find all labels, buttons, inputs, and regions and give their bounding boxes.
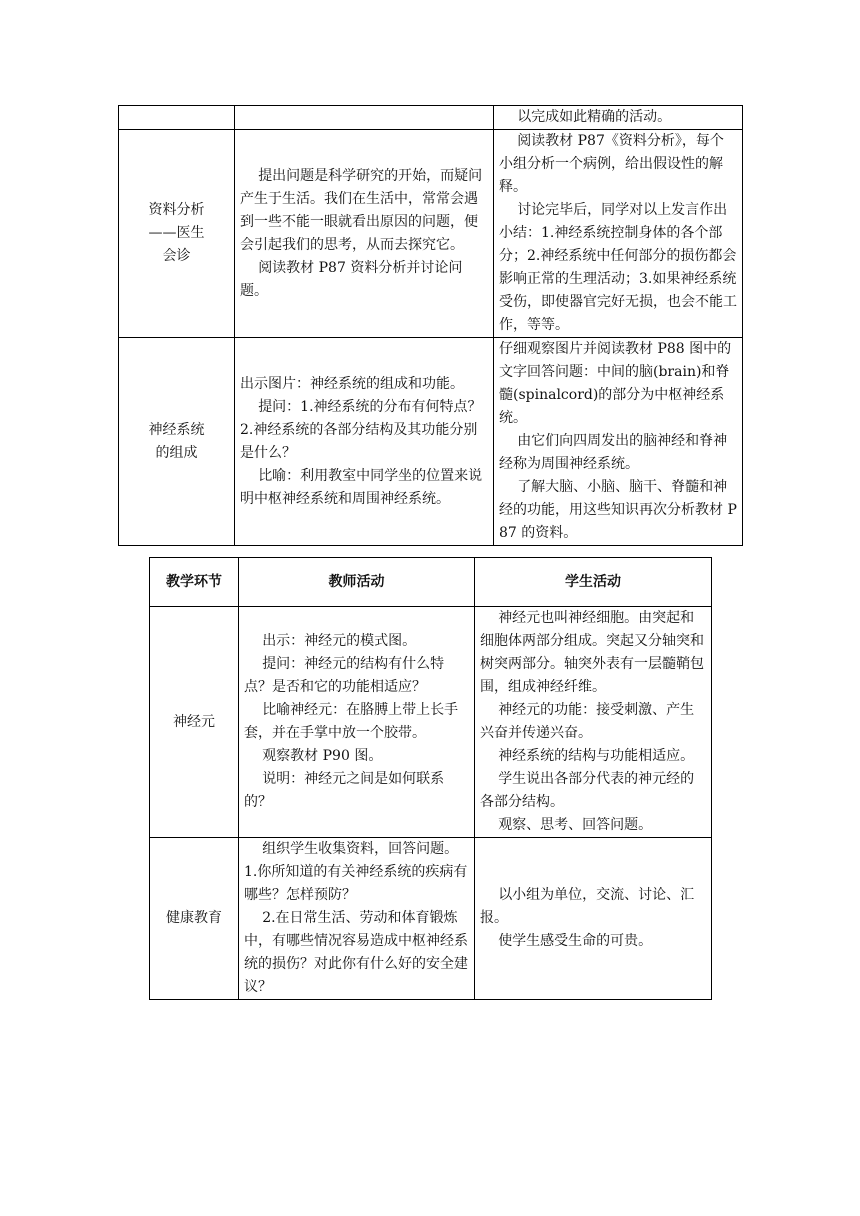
paragraph: 讨论完毕后，同学对以上发言作出小结：1.神经系统控制身体的各个部分；2.神经系统中任何部分的损伤都会影响正常的生理活动；3.如果神经系统受伤，即使器官完好无损，也会不能工作，等等。 xyxy=(499,202,737,333)
paragraph: 由它们向四周发出的脑神经和脊神经称为周围神经系统。 xyxy=(499,433,728,472)
student-cell xyxy=(475,838,712,1000)
stage-label: ——医生 xyxy=(148,225,205,241)
column-header: 教学环节 xyxy=(150,558,239,607)
paragraph: 观察教材 P90 图。 xyxy=(262,748,383,764)
table-row xyxy=(119,130,743,338)
paragraph: 2.在日常生活、劳动和体育锻炼中，有哪些情况容易造成中枢神经系统的损伤？对此你有什么好的安全建议？ xyxy=(244,910,468,995)
paragraph: 以完成如此精确的活动。 xyxy=(517,109,672,125)
paragraph: 阅读教材 P87 资料分析并讨论问题。 xyxy=(240,259,463,299)
paragraph: 组织学生收集资料，回答问题。 xyxy=(262,841,459,857)
paragraph: 出示：神经元的模式图。 xyxy=(262,633,417,649)
stage-cell xyxy=(119,338,235,546)
paragraph: 提问：1.神经系统的分布有何特点？ xyxy=(258,398,482,415)
teacher-cell xyxy=(235,338,494,546)
paragraph: 1.你所知道的有关神经系统的疾病有哪些？怎样预防？ xyxy=(244,864,468,903)
paragraph: 比喻：利用教室中同学坐的位置来说明中枢神经系统和周围神经系统。 xyxy=(240,467,483,507)
teacher-cell xyxy=(239,607,475,838)
paragraph: 了解大脑、小脑、脑干、脊髓和神经的功能，用这些知识再次分析教材 P87 的资料。 xyxy=(499,479,737,541)
paragraph: 以小组为单位，交流、讨论、汇报。 xyxy=(480,887,695,926)
paragraph: 学生说出各部分代表的神元经的各部分结构。 xyxy=(480,771,695,810)
paragraph: 神经元的功能：接受刺激、产生兴奋并传递兴奋。 xyxy=(480,702,695,741)
stage-cell xyxy=(119,130,235,338)
teacher-cell xyxy=(239,838,475,1000)
table-row xyxy=(119,106,743,130)
paragraph: 神经元也叫神经细胞。由突起和细胞体两部分组成。突起又分轴突和树突两部分。轴突外表有一层髓鞘包围，组成神经纤维。 xyxy=(480,610,704,695)
paragraph: 仔细观察图片并阅读教材 P88 图中的文字回答问题：中间的脑(brain)和脊髓(spinalcord)的部分为中枢神经系统。 xyxy=(499,341,732,426)
table-header-row xyxy=(150,558,712,607)
paragraph: 2.神经系统的各部分结构及其功能分别是什么？ xyxy=(240,421,478,461)
table-row xyxy=(150,838,712,1000)
paragraph: 观察、思考、回答问题。 xyxy=(498,817,653,833)
table-row xyxy=(150,607,712,838)
paragraph: 比喻神经元：在胳膊上带上长手套，并在手掌中放一个胶带。 xyxy=(244,702,459,741)
stage-label: 资料分析 xyxy=(148,202,205,218)
stage-label: 神经系统 xyxy=(148,421,205,438)
student-cell xyxy=(494,130,743,338)
teacher-cell xyxy=(235,106,494,130)
stage-cell xyxy=(150,838,239,1000)
student-cell xyxy=(494,338,743,546)
student-cell xyxy=(475,607,712,838)
student-cell xyxy=(494,106,743,130)
stage-label: 神经元 xyxy=(173,713,215,730)
table-row xyxy=(119,338,743,546)
paragraph: 提出问题是科学研究的开始，而疑问产生于生活。我们在生活中，常常会遇到一些不能一眼就看出原因的问题，便会引起我们的思考，从而去探究它。 xyxy=(240,167,483,253)
stage-label: 会诊 xyxy=(162,248,191,264)
paragraph: 神经系统的结构与功能相适应。 xyxy=(498,748,695,764)
paragraph: 阅读教材 P87《资料分析》，每个小组分析一个病例，给出假设性的解释。 xyxy=(499,133,724,195)
paragraph: 出示图片：神经系统的组成和功能。 xyxy=(240,375,464,392)
stage-cell xyxy=(150,607,239,838)
paragraph: 说明：神经元之间是如何联系的？ xyxy=(244,771,445,810)
lesson-table xyxy=(149,557,712,1000)
column-header: 教师活动 xyxy=(239,558,475,607)
stage-cell xyxy=(119,106,235,130)
paragraph: 使学生感受生命的可贵。 xyxy=(498,933,653,949)
lesson-table-continued xyxy=(118,105,743,546)
teacher-cell xyxy=(235,130,494,338)
stage-label: 健康教育 xyxy=(166,910,222,926)
paragraph: 提问：神经元的结构有什么特点？是否和它的功能相适应？ xyxy=(244,656,445,695)
stage-label: 的组成 xyxy=(155,444,198,461)
column-header: 学生活动 xyxy=(475,558,712,607)
